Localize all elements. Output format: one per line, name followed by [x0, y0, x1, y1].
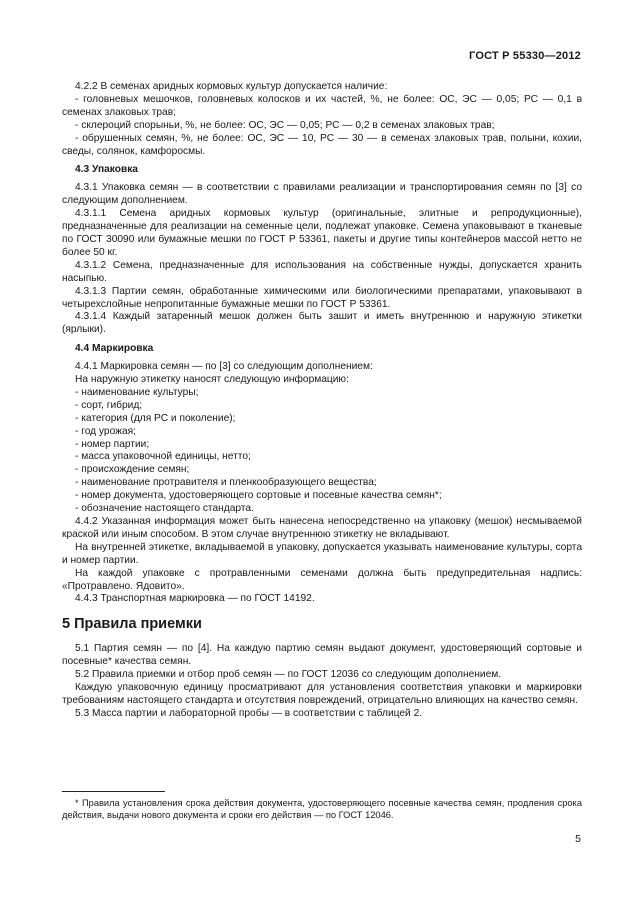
list-item: - номер документа, удостоверяющего сортовые и посевные качества семян*;	[75, 490, 442, 502]
list-item: - масса упаковочной единицы, нетто;	[75, 451, 251, 463]
clause-4-3-1-1: 4.3.1.1 Семена аридных кормовых культур (оригинальные, элитные и репродукционные), предназначенные для реализации на семенные цели, подлежат упаковке. Семена упаковывают в тканевые по ГОСТ 30090 или бумажные мешки по ГОСТ Р 53361, пакеты и другие типы контейнеров массой нетто не более 50 кг.	[62, 208, 582, 258]
clause-5-3: 5.3 Масса партии и лабораторной пробы — в соответствии с таблицей 2.	[75, 707, 423, 719]
clause-4-4-1: 4.4.1 Маркировка семян — по [3] со следующим дополнением:	[75, 361, 373, 373]
list-item: - год урожая;	[75, 425, 136, 437]
section-heading-4-4: 4.4 Маркировка	[75, 343, 154, 355]
clause-4-4-2-inner-label: На внутренней этикетке, вкладываемой в упаковку, допускается указывать наименование культуры, сорта и номер партии.	[62, 541, 582, 566]
clause-4-4-3: 4.4.3 Транспортная маркировка — по ГОСТ 14192.	[75, 593, 315, 605]
clause-4-4-2: 4.4.2 Указанная информация может быть нанесена непосредственно на упаковку (мешок) несмываемой краской или иным способом. В этом случае внутреннюю этикетку не вкладывают.	[62, 516, 582, 540]
clause-4-3-1-3: 4.3.1.3 Партии семян, обработанные химическими или биологическими препаратами, упаковывают в четырехслойные непропитанные бумажные мешки по ГОСТ Р 53361.	[62, 285, 582, 310]
clause-4-2-2-item-c: - обрушенных семян, %, не более: ОС, ЭС — 10, РС — 30 — в семенах злаковых трав, полыни, кохии, сведы, солянок, камфоросмы.	[62, 132, 582, 157]
clause-4-2-2-item-a: - головневых мешочков, головневых колосков и их частей, %, не более: ОС, ЭС — 0,05; РС — 0,1 в семенах злаковых трав;	[62, 93, 582, 118]
clause-4-2-2: 4.2.2 В семенах аридных кормовых культур допускается наличие:	[75, 81, 388, 92]
clause-4-4-1-intro: На наружную этикетку наносят следующую информацию:	[75, 374, 349, 386]
list-item: - сорт, гибрид;	[75, 399, 143, 411]
list-item: - происхождение семян;	[75, 464, 190, 476]
list-item: - номер партии;	[75, 438, 150, 450]
list-item: - наименование культуры;	[75, 386, 199, 398]
clause-4-3-1-4: 4.3.1.4 Каждый затаренный мешок должен быть зашит и иметь внутреннюю и наружную этикетки (ярлыки).	[62, 311, 582, 336]
clause-4-2-2-item-b: - склероций спорыньи, %, не более: ОС, ЭС — 0,05; РС — 0,2 в семенах злаковых трав;	[75, 119, 495, 131]
footnote: * Правила установления срока действия документа, удостоверяющего посевные качества семян, продления срока действия, выдачи нового документа и сроки его действия — по ГОСТ 12046.	[62, 798, 582, 821]
list-item: - обозначение настоящего стандарта.	[75, 503, 254, 515]
list-item: - наименование протравителя и пленкообразующего вещества;	[75, 477, 377, 489]
section-heading-4-3: 4.3 Упаковка	[75, 164, 138, 176]
footnote-divider	[62, 791, 165, 792]
clause-4-4-2-warning: На каждой упаковке с протравленными семенами должна быть предупредительная надпись: «Протравлено. Ядовито».	[62, 567, 582, 592]
clause-5-1: 5.1 Партия семян — по [4]. На каждую партию семян выдают документ, удостоверяющий сортовые и посевные* качества семян.	[62, 643, 582, 668]
clause-4-3-1-2: 4.3.1.2 Семена, предназначенные для использования на собственные нужды, допускается хранить насыпью.	[62, 259, 582, 284]
list-item: - категория (для РС и поколение);	[75, 412, 236, 424]
clause-5-2: 5.2 Правила приемки и отбор проб семян — по ГОСТ 12036 со следующим дополнением.	[75, 669, 502, 681]
clause-5-2-inspection: Каждую упаковочную единицу просматривают для установления соответствия упаковки и маркировки требованиям настоящего стандарта и отсутствия повреждений, отрицательно влияющих на качество семян.	[62, 682, 582, 706]
section-heading-5: 5 Правила приемки	[62, 616, 202, 633]
page-content	[62, 81, 582, 721]
page-number: 5	[575, 833, 581, 845]
standard-designation: ГОСТ Р 55330—2012	[469, 50, 581, 62]
clause-4-3-1: 4.3.1 Упаковка семян — в соответствии с правилами реализации и транспортирования семян по [3] со следующим дополнением.	[62, 182, 582, 207]
